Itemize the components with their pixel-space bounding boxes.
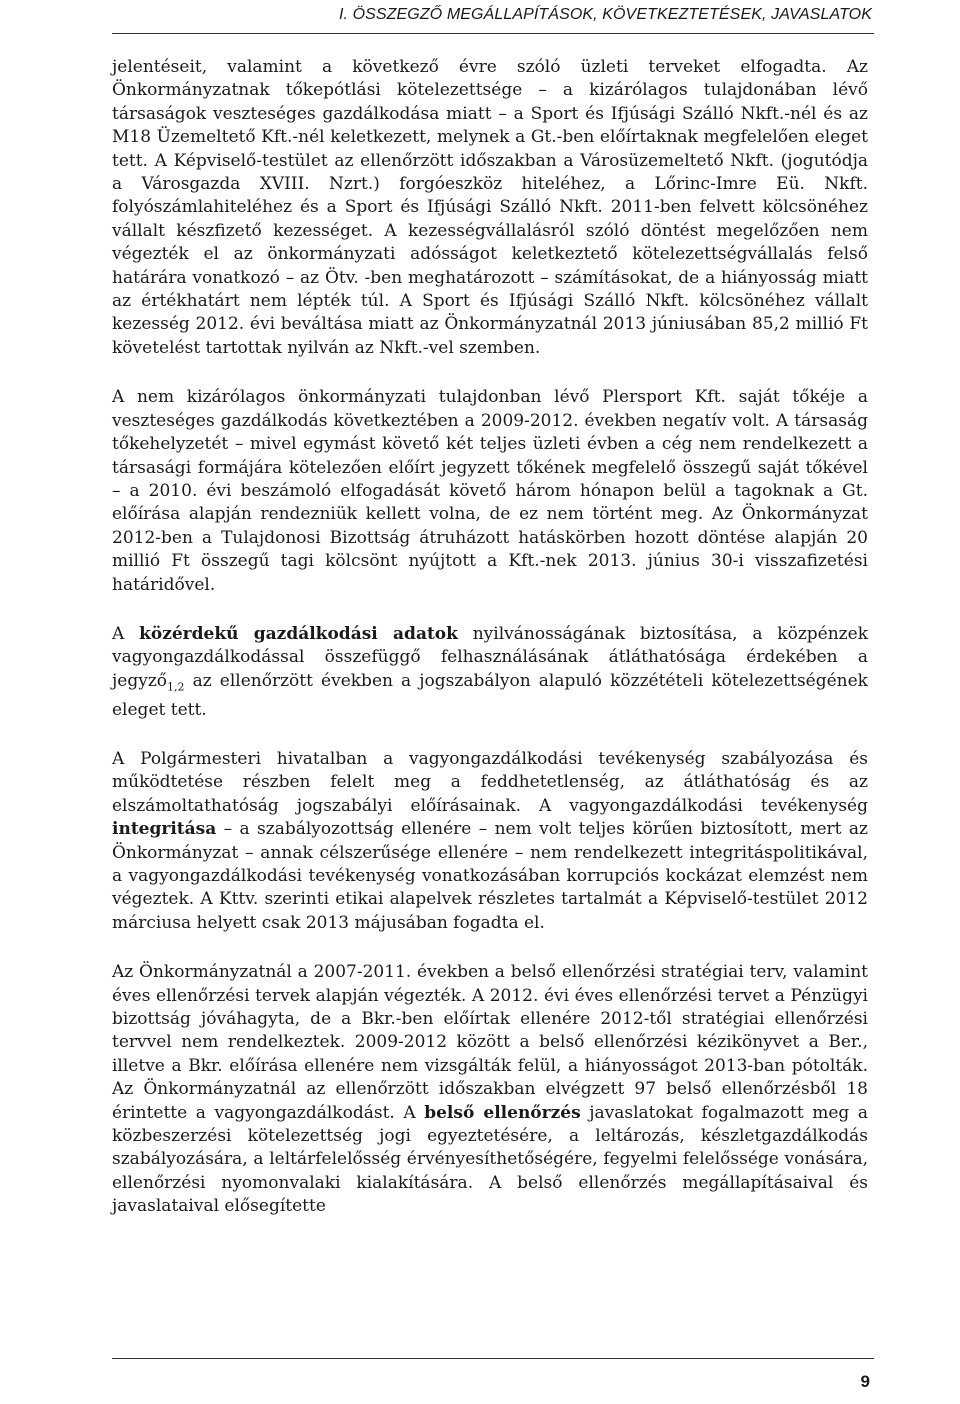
paragraph-subsidiaries-guarantee: jelentéseit, valamint a következő évre szóló üzleti terveket elfogadta. Az Önkormányzatnak tőkepótlási kötelezettsége – a kizárólagos tulajdonában lévő társaságok veszteséges gazdálkodása miatt – a Sport és Ifjúsági Szálló Nkft.-nél és az M18 Üzemeltető Kft.-nél keletkezett, melynek a Gt.-ben előírtaknak megfelelően eleget tett. A Képviselő-testület az ellenőrzött időszakban a Városüzemeltető Nkft. (jogutódja a Városgazda XVIII. Nzrt.) forgóeszköz hiteléhez, a Lőrinc-Imre Eü. Nkft. folyószámlahiteléhez és a Sport és Ifjúsági Szálló Nkft. 2011-ben felvett kölcsönéhez vállalt készfizető kezességet. A kezességvállalásról szóló döntést megelőzően nem végezték el az önkormányzati adósságot keletkeztető kötelezettségvállalás felső határára vonatkozó – az Ötv. -ben meghatározott – számításokat, de a hiányosság miatt az értékhatárt nem lépték túl. A Sport és Ifjúsági Szálló Nkft. kölcsönéhez vállalt kezesség 2012. évi beváltása miatt az Önkormányzatnál 2013 júniusában 85,2 millió Ft követelést tartottak nyilván az Nkft.-vel szemben. bbox=[112, 57, 868, 358]
footnote-subscript: 1,2 bbox=[167, 680, 185, 694]
paragraph-plersport: A nem kizárólagos önkormányzati tulajdonban lévő Plersport Kft. saját tőkéje a veszteséges gazdálkodás következtében a 2009-2012. években negatív volt. A társaság tőkehelyzetét – mivel egymást követő két teljes üzleti évben a cég nem rendelkezett a társasági formájára kötelezően előírt jegyzett tőkének megfelelő összegű saját tőkével – a 2010. évi beszámoló elfogadását követő három hónapon belül a tagoknak a Gt. előírása alapján rendezniük kellett volna, de ez nem történt meg. Az Önkormányzat 2012-ben a Tulajdonosi Bizottság átruházott hatáskörben hozott döntése alapján 20 millió Ft összegű tagi kölcsönt nyújtott a Kft.-nek 2013. június 30-i visszafizetési határidővel. bbox=[112, 387, 868, 595]
emphasis-public-data: közérdekű gazdálkodási adatok bbox=[139, 623, 458, 644]
emphasis-internal-audit: belső ellenőrzés bbox=[424, 1102, 581, 1123]
paragraph-text: Az Önkormányzatnál a 2007-2011. években a belső ellenőrzési stratégiai terv, valamint éves ellenőrzési tervek alapján végezték. A 2012. évi éves ellenőrzési tervet a Pénzügyi bizottság jóváhagyta, de a Bkr.-ben előírtak ellenére 2012-től stratégiai ellenőrzési tervvel nem rendelkeztek. 2009-2012 között a belső ellenőrzési kézikönyvet a Ber., illetve a Bkr. előírása ellenére nem vizsgálták felül, a hiányosságot 2013-ban pótolták. Az Önkormányzatnál az ellenőrzött időszakban elvégzett 97 belső ellenőrzésből 18 érintette a vagyongazdálkodást. A bbox=[112, 962, 868, 1123]
paragraph-public-data bbox=[112, 623, 868, 722]
page-number: 9 bbox=[860, 1372, 870, 1391]
running-header bbox=[0, 0, 960, 40]
paragraph-text: A Polgármesteri hivatalban a vagyongazdálkodási tevékenység szabályozása és működtetése részben felelt meg a feddhetetlenség, az átláthatóság és az elszámoltathatóság jogszabályi előírásainak. A vagyongazdálkodási tevékenység bbox=[112, 748, 868, 816]
paragraph-integrity bbox=[112, 748, 868, 935]
paragraph-text: az ellenőrzött években a jogszabályon alapuló közzétételi kötelezettségének eleget tett. bbox=[112, 670, 868, 720]
page-body bbox=[112, 56, 868, 1219]
paragraph-text: A bbox=[112, 623, 140, 644]
paragraph-text: nyilvánosságának biztosítása, a közpénzek vagyongazdálkodással összefüggő felhasználásának átláthatósága érdekében a jegyző bbox=[112, 623, 869, 691]
emphasis-integrity: integritása bbox=[112, 819, 217, 840]
paragraph-internal-audit bbox=[112, 961, 868, 1218]
header-divider bbox=[112, 33, 874, 34]
chapter-title: I. ÖSSZEGZŐ MEGÁLLAPÍTÁSOK, KÖVETKEZTETÉSEK, JAVASLATOK bbox=[338, 6, 872, 23]
paragraph-text: javaslatokat fogalmazott meg a közbeszerzési kötelezettség jogi egyeztetésére, a leltározás, készletgazdálkodás szabályozására, a leltárfelelősség érvényesíthetőségére, fegyelmi felelőssége vonására, ellenőrzési nyomonvalaki kialakítására. A belső ellenőrzés megállapításaival és javaslataival elősegítette bbox=[112, 1102, 868, 1217]
footer-divider bbox=[112, 1358, 874, 1359]
paragraph-text: – a szabályozottság ellenére – nem volt teljes körűen biztosított, mert az Önkormányzat – annak célszerűsége ellenére – nem rendelkezett integritáspolitikával, a vagyongazdálkodási tevékenység vonatkozásában korrupciós kockázat elemzést nem végeztek. A Kttv. szerinti etikai alapelvek részletes tartalmát a Képviselő-testület 2012 márciusa helyett csak 2013 májusában fogadta el. bbox=[112, 819, 868, 933]
